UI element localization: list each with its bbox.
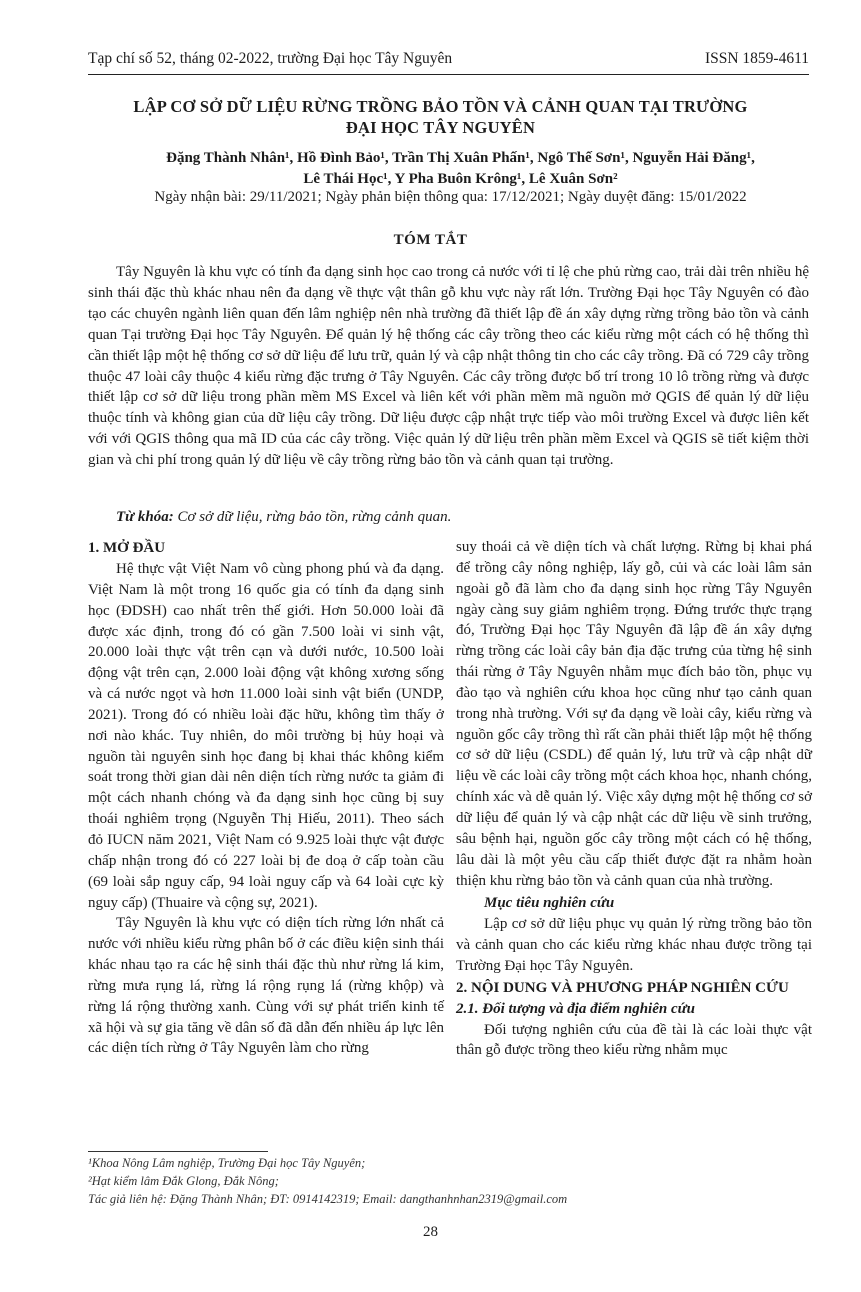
right-column — [456, 537, 812, 1061]
keywords-text: Cơ sở dữ liệu, rừng bảo tồn, rừng cảnh quan. — [177, 509, 452, 525]
objective-heading: Mục tiêu nghiên cứu — [484, 895, 615, 912]
running-header — [88, 50, 809, 68]
section-1-paragraph-3: suy thoái cả về diện tích và chất lượng. Rừng bị khai phá để trồng cây nông nghiệp, lấy gỗ, củi và các loài lâm sản ngoài gỗ đã làm cho đa dạng sinh học rừng Tây Nguyên ngày càng suy giảm nghiêm trọng. Đứng trước thực trạng đó, Trường Đại học Tây Nguyên đã lập đề án xây dựng rừng trồng các loài cây bản địa đặc trưng của từng hệ sinh thái rừng ở Tây Nguyên nhằm mục đích bảo tồn, phục vụ đào tạo và nghiên cứu khoa học cũng như tạo cảnh quan trong nhà trường. Với sự đa dạng về loài cây, kiểu rừng và nguồn gốc cây trồng thì rất cần phải thiết lập một hệ thống cơ sở dữ liệu (CSDL) để quản lý, lưu trữ và cập nhật dữ liệu về các loài cây trồng một cách khoa học, nhanh chóng, chính xác và dễ quản lý. Việc xây dựng một hệ thống cơ sở dữ liệu để quản lý và cập nhật các dữ liệu về sinh trưởng, sâu bệnh hại, nguồn gốc cây trồng một cách có hệ thống, lâu dài là một yêu cầu cấp thiết được đặt ra nhằm hoàn thiện khu rừng bảo tồn và cảnh quan của nhà trường. — [456, 539, 812, 889]
abstract-text: Tây Nguyên là khu vực có tính đa dạng sinh học cao trong cả nước với tỉ lệ che phủ rừng cao, trải dài trên nhiều hệ sinh thái đặc thù khác nhau nên đa dạng về thực vật thân gỗ khu vực này rất lớn. Trường Đại học Tây Nguyên có đào tạo các chuyên ngành liên quan đến lâm nghiệp nên nhà trường đã thiết lập đề án xây dựng rừng trồng bảo tồn và cảnh quan Tại trường Đại học Tây Nguyên. Để quản lý hệ thống các cây trồng theo các kiểu rừng một cách có hệ thống thì cần thiết lập một hệ thống cơ sở dữ liệu để lưu trữ, quản lý và cập nhật thông tin cho các cây trồng. Đã có 729 cây trồng thuộc 47 loài cây thuộc 4 kiểu rừng đặc trưng ở Tây Nguyên. Các cây trồng được bố trí trong 10 lô trồng rừng và được thiết lập cơ sở dữ liệu trong phần mềm MS Excel và liên kết với phần mềm mã nguồn mở QGIS để quản lý dữ liệu thuộc tính và không gian của dữ liệu cây trồng. Dữ liệu được cập nhật trực tiếp vào môi trường Excel và được liên kết với với QGIS thông qua mã ID của các cây trồng. Việc quản lý dữ liệu trên phần mềm Excel và QGIS sẽ tiết kiệm thời gian và chi phí trong quản lý dữ liệu về cây trồng rừng bảo tồn và cảnh quan tại trường. — [88, 264, 809, 469]
title-line-2: ĐẠI HỌC TÂY NGUYÊN — [345, 118, 536, 137]
footnotes — [88, 1154, 809, 1208]
page-number: 28 — [423, 1224, 438, 1240]
footnote-affiliation-1: ¹Khoa Nông Lâm nghiệp, Trường Đại học Tây Nguyên; — [88, 1156, 366, 1170]
section-2-heading: 2. NỘI DUNG VÀ PHƯƠNG PHÁP NGHIÊN CỨU — [456, 979, 789, 996]
footnote-contact: Tác giả liên hệ: Đặng Thành Nhân; ĐT: 0914142319; Email: dangthanhnhan2319@gmail.com — [88, 1192, 568, 1206]
section-2-1-text: Đối tượng nghiên cứu của đề tài là các loài thực vật thân gỗ được trồng theo kiểu rừng nhằm mục — [456, 1021, 812, 1059]
title-line-1: LẬP CƠ SỞ DỮ LIỆU RỪNG TRỒNG BẢO TỒN VÀ CẢNH QUAN TẠI TRƯỜNG — [133, 97, 748, 116]
objective-text: Lập cơ sở dữ liệu phục vụ quản lý rừng trồng bảo tồn và cảnh quan cho các kiểu rừng khác nhau được trồng tại Trường Đại học Tây Nguyên. — [456, 916, 812, 974]
keywords-label: Từ khóa: — [116, 509, 174, 525]
abstract-heading: TÓM TẮT — [393, 232, 468, 248]
section-2-1-heading: 2.1. Đối tượng và địa điểm nghiên cứu — [456, 1000, 695, 1017]
footnote-affiliation-2: ²Hạt kiểm lâm Đắk Glong, Đắk Nông; — [88, 1174, 279, 1188]
issn: ISSN 1859-4611 — [704, 50, 809, 67]
section-1-paragraph-2: Tây Nguyên là khu vực có diện tích rừng lớn nhất cả nước với nhiều kiểu rừng phân bố ở các điều kiện sinh thái khác nhau tạo ra các hệ sinh thái đặc thù như rừng lá kim, rừng mưa rụng lá, rừng lá rộng rụng lá (rừng khộp) và rừng lá rộng thường xanh. Cùng với sự phát triển kinh tế xã hội và sự gia tăng về dân số đã dẫn đến nhiều áp lực lên các diện tích rừng ở Tây Nguyên làm cho rừng — [88, 915, 444, 1057]
journal-name: Tạp chí số 52, tháng 02-2022, trường Đại học Tây Nguyên — [88, 50, 453, 67]
authors-line-2: Lê Thái Học¹, Y Pha Buôn Krông¹, Lê Xuân Sơn² — [303, 171, 618, 187]
keywords — [88, 509, 809, 526]
section-1-paragraph-1: Hệ thực vật Việt Nam vô cùng phong phú và đa dạng. Việt Nam là một trong 16 quốc gia có tính đa dạng sinh học (ĐDSH) cao nhất trên thế giới. Hơn 50.000 loài đã được xác định, trong đó có gần 7.500 loài vi sinh vật, 20.000 loài thực vật trên cạn và dưới nước, 10.500 loài động vật trên cạn, 2.000 loài động vật không xương sống và cá nước ngọt và hơn 11.000 loài sinh vật biển (UNDP, 2021). Trong đó có nhiều loài đặc hữu, không tìm thấy ở nơi nào khác. Tuy nhiên, do môi trường bị hủy hoại và nguồn tài nguyên sinh học đang bị khai thác không kiểm soát trong thời gian dài nên diện tích rừng nước ta giảm đi một cách nhanh chóng và đa dạng sinh học cũng bị suy thoái nghiêm trọng (Nguyễn Thị Hiếu, 2011). Theo sách đỏ IUCN năm 2021, Việt Nam có 9.925 loài thực vật được chấp nhận trong đó có 227 loài bị đe doạ ở cấp toàn cầu (69 loài sắp nguy cấp, 94 loài nguy cấp và 64 loài cực kỳ nguy cấp) (Thuaire và cộng sự, 2021). — [88, 561, 444, 911]
header-rule — [88, 74, 809, 75]
footnote-rule — [88, 1151, 268, 1152]
article-title — [80, 96, 801, 138]
submission-dates: Ngày nhận bài: 29/11/2021; Ngày phản biện thông qua: 17/12/2021; Ngày duyệt đăng: 15/01/2022 — [154, 189, 747, 205]
author-list — [100, 148, 821, 190]
left-column — [88, 537, 444, 1059]
authors-line-1: Đặng Thành Nhân¹, Hồ Đình Bảo¹, Trần Thị Xuân Phấn¹, Ngô Thế Sơn¹, Nguyễn Hải Đăng¹, — [166, 150, 755, 166]
section-1-heading: 1. MỞ ĐẦU — [88, 540, 166, 556]
